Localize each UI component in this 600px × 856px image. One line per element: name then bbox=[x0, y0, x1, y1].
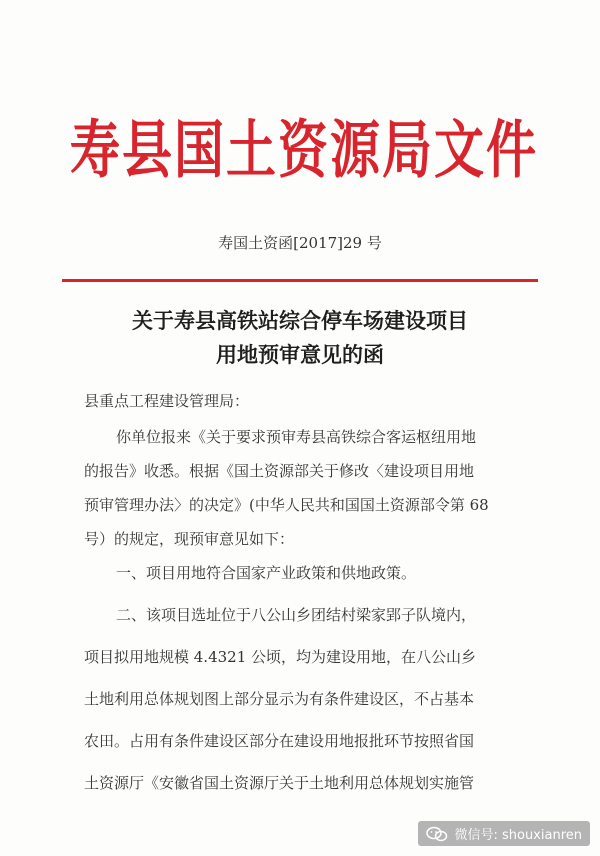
body-line: 号）的规定，现预审意见如下： bbox=[84, 530, 295, 548]
body-line: 你单位报来《关于要求预审寿县高铁综合客运枢纽用地 bbox=[116, 428, 477, 446]
body-line: 项目拟用地规模 4.4321 公顷，均为建设用地，在八公山乡 bbox=[84, 648, 477, 666]
watermark-text: 微信号: shouxianren bbox=[454, 828, 582, 843]
document-title-line2: 用地预审意见的函 bbox=[216, 343, 384, 367]
body-line: 预审管理办法〉的决定》(中华人民共和国国土资源部令第 68 bbox=[84, 496, 489, 514]
body-line: 土地利用总体规划图上部分显示为有条件建设区，不占基本 bbox=[84, 690, 475, 708]
wechat-icon bbox=[426, 826, 448, 842]
body-line: 一、项目用地符合国家产业政策和供地政策。 bbox=[116, 564, 417, 582]
wechat-watermark bbox=[418, 821, 590, 846]
document-number: 寿国土资函[2017]29 号 bbox=[218, 234, 382, 252]
red-divider-line bbox=[62, 279, 538, 282]
body-line: 农田。占用有条件建设区部分在建设用地报批环节按照省国 bbox=[84, 732, 475, 750]
addressee: 县重点工程建设管理局： bbox=[84, 392, 250, 410]
masthead-title: 寿县国土资源局文件 bbox=[70, 112, 538, 187]
body-line: 土资源厅《安徽省国土资源厅关于土地利用总体规划实施管 bbox=[84, 774, 475, 792]
body-line: 的报告》收悉。根据《国土资源部关于修改〈建设项目用地 bbox=[84, 462, 475, 480]
document-title-line1: 关于寿县高铁站综合停车场建设项目 bbox=[132, 309, 468, 333]
body-line: 二、该项目选址位于八公山乡团结村梁家郢子队境内， bbox=[116, 606, 477, 624]
